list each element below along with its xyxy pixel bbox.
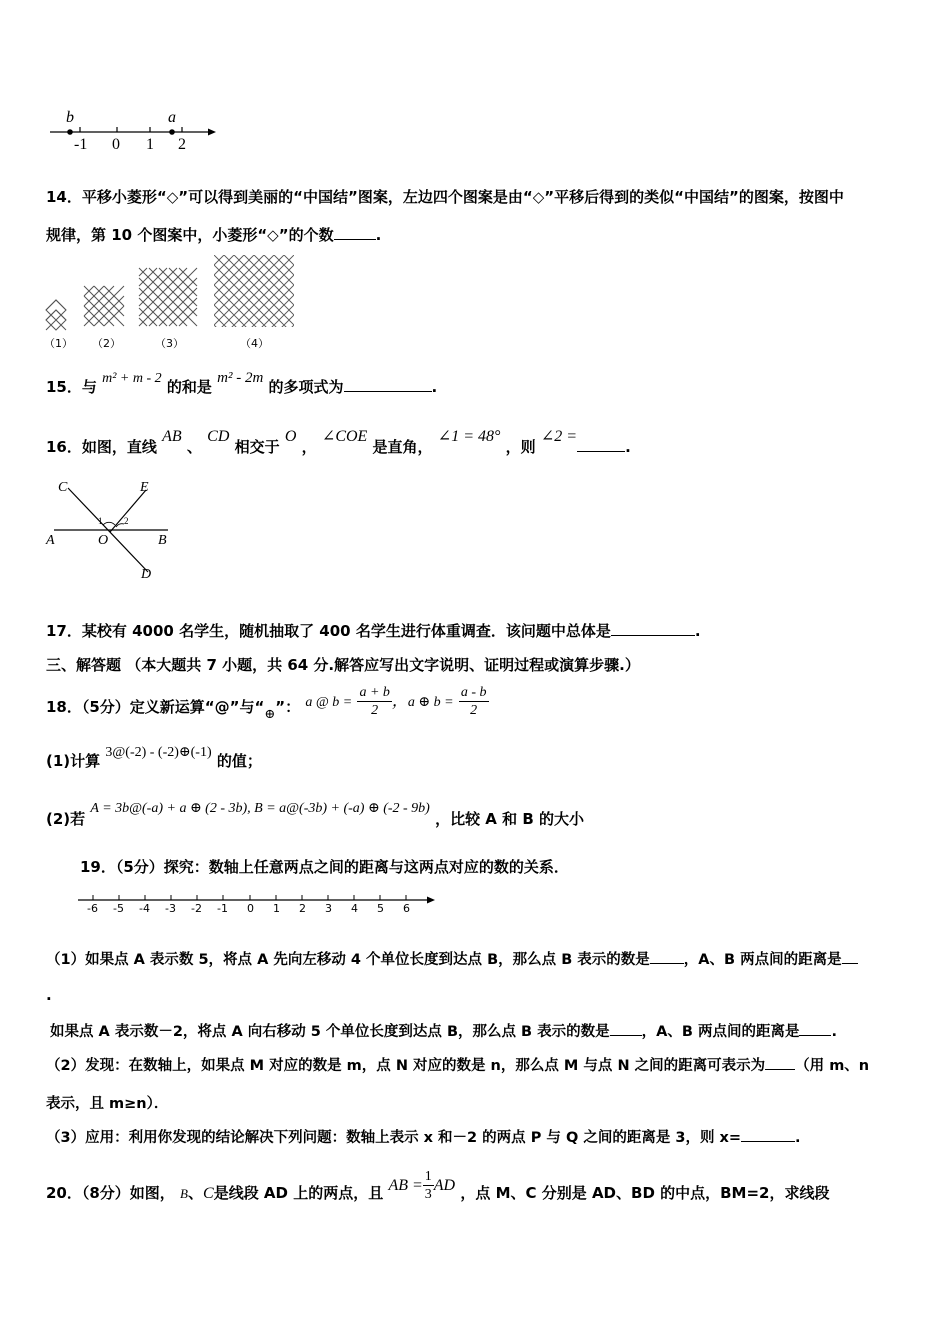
q17-text: 17．某校有 4000 名学生，随机抽取了 400 名学生进行体重调查．该问题中总体是 [46,622,611,640]
q19-p1a-end: . [46,986,52,1004]
tick-label: 3 [325,902,332,915]
answer-blank [334,225,376,240]
tick-label: 5 [377,902,384,915]
caption-4: （4） [240,337,269,350]
q19-p3-end: . [795,1130,801,1146]
answer-blank [611,621,695,636]
q15-line [46,370,438,397]
q20-frac-right: AD [433,1177,456,1194]
q19-p1b-text: 如果点 A 表示数－2，将点 A 向右移动 5 个单位长度到达点 B，那么点 B 表示的数是 [50,1024,610,1040]
tick-label: -1 [74,136,88,153]
frac-num: 1 [424,1169,432,1184]
q18-colon: ”： [275,698,301,716]
q16-cross: 相交于 [234,438,280,456]
q20-frac-left: AB = [388,1177,423,1194]
q20-suffix: ，点 M、C 分别是 AD、BD 的中点，BM=2，求线段 [460,1184,830,1202]
q18-p2-suffix: ，比较 A 和 B 的大小 [435,810,585,828]
q19-p3-text: （3）应用：利用你发现的结论解决下列问题：数轴上表示 x 和－2 的两点 P 与 Q 之间的距离是 3，则 x= [46,1130,742,1146]
q20-fraction [423,1168,434,1203]
answer-blank [765,1055,795,1070]
answer-blank [577,437,625,452]
point-label-a: a [168,109,176,126]
frac-den: 3 [424,1187,432,1202]
pattern-4 [214,255,294,327]
q19-tick-labels [78,902,438,918]
section3-header: 三、解答题 （本大题共 7 小题，共 64 分.解答应写出文字说明、证明过程或演算步骤.） [46,656,640,674]
q18-line [46,684,489,719]
tick-label: 6 [403,902,410,915]
tick-label: 4 [351,902,358,915]
q15-prefix: 15．与 [46,378,97,396]
tick-label: 0 [247,902,254,915]
tick-label: 1 [146,136,154,153]
q15-suffix: 的多项式为 [268,378,344,396]
q18-part2 [46,796,585,828]
fig-label-c: C [58,480,68,495]
q19-p2a [46,1054,869,1075]
q18-oplus: ⊕ [264,706,276,721]
q14-line2 [46,224,381,245]
frac-den: 2 [470,703,478,718]
q18-def-sep: ， [391,693,408,710]
answer-blank [842,949,858,964]
q18-p2-expr: A = 3b@(-a) + a ⊕ (2 - 3b), B = a@(-3b) + (-a) ⊕ (-2 - 9b) [90,801,430,816]
q18-def1-fraction [357,684,391,719]
q17-tail: . [694,622,701,640]
q16-comma: ， [301,438,317,456]
q16-ab: AB [162,428,182,445]
q20-mid: 是线段 AD 上的两点，且 [213,1184,384,1202]
q16-then: ，则 [505,438,536,456]
pattern-2 [84,286,124,326]
tick-label: -5 [113,902,124,915]
fig-label-b: B [158,533,167,548]
tick-label: -6 [87,902,98,915]
fig-label-2: 2 [124,516,129,526]
q18-p1-suffix: 的值； [216,752,262,770]
tick-label: -1 [217,902,228,915]
tick-label: 2 [299,902,306,915]
q19-p1a-text: （1）如果点 A 表示数 5，将点 A 先向左移动 4 个单位长度到达点 B，那么点 B 表示的数是 [46,952,650,968]
frac-num: a - b [460,685,487,700]
answer-blank [741,1127,795,1142]
q18-def2-left: a ⊕ b = [407,695,454,710]
q19-p2b: 表示，且 m≥n）． [46,1096,169,1112]
fig-label-1: 1 [98,516,103,526]
point-label-b: b [66,109,74,126]
q16-angle1: ∠1 = 48° [437,428,501,445]
frac-num: a + b [359,685,390,700]
fig-label-d: D [141,567,152,582]
q19-p2a-end: （用 m、n [795,1058,870,1074]
answer-blank [650,949,684,964]
q19-p1a [46,948,858,969]
tick-label: -3 [165,902,176,915]
q20-prefix: 20．（8分）如图， [46,1184,175,1202]
q18-p1-expr: 3@(-2) - (-2)⊕(-1) [105,745,212,760]
answer-blank [799,1021,831,1036]
q18-prefix: 18．（5分）定义新运算“@”与“ [46,698,265,716]
caption-2: （2） [92,337,121,350]
tick-label: 1 [273,902,280,915]
q17-line [46,620,701,641]
tick-label: 0 [112,136,120,153]
answer-blank [344,377,432,392]
tick-label: -4 [139,902,150,915]
q16-tail: . [625,438,631,456]
q19-p1b-mid: ，A、B 两点间的距离是 [641,1024,800,1040]
q15-tail: . [431,378,438,396]
q18-part1 [46,740,262,770]
fig-label-e: E [140,480,149,495]
pattern-1 [46,300,66,330]
q18-def2-fraction [459,684,489,719]
q18-def1-left: a @ b = [305,695,353,710]
fig-label-o: O [98,533,109,548]
q16-o: O [284,428,297,445]
q16-prefix: 16．如图，直线 [46,438,157,456]
q19-p3 [46,1126,801,1147]
q14-line1: 14．平移小菱形“◇”可以得到美丽的“中国结”图案，左边四个图案是由“◇”平移后得到的类似“中国结”的图案，按图中 [46,188,844,206]
q20-sep: 、 [188,1184,204,1202]
pattern-3 [139,268,197,326]
fig-label-a: A [46,533,55,548]
q16-line [46,428,631,457]
q16-coe: ∠COE [321,428,368,445]
caption-3: （3） [155,337,184,350]
q19-p1a-mid: ，A、B 两点间的距离是 [683,952,842,968]
caption-1: （1） [44,337,73,350]
q20-b: B [180,1186,188,1201]
q19-p2a-text: （2）发现：在数轴上，如果点 M 对应的数是 m，点 N 对应的数是 n，那么点 M 与点 N 之间的距离可表示为 [46,1058,766,1074]
q18-p2-prefix: (2)若 [46,810,86,828]
q20-c: C [203,1185,214,1202]
q16-cd: CD [207,428,230,445]
q15-mid: 的和是 [166,378,212,396]
tick-label: -2 [191,902,202,915]
q15-expr2: m² - 2m [217,370,264,386]
q14-line2-text: 规律，第 10 个图案中，小菱形“◇”的个数 [46,226,334,244]
q16-sep: 、 [186,438,202,456]
q16-right: 是直角， [372,438,433,456]
q19-title: 19．（5分）探究：数轴上任意两点之间的距离与这两点对应的数的关系． [80,858,569,876]
q19-p1b [50,1020,837,1041]
frac-den: 2 [371,703,379,718]
q16-angle2: ∠2 = [540,428,578,445]
diamond-patterns-figure [44,250,304,340]
q19-p1b-end: . [831,1024,837,1040]
q15-expr1: m² + m - 2 [102,371,162,386]
q18-p1-prefix: (1)计算 [46,752,101,770]
answer-blank [610,1021,642,1036]
q14-tail: . [375,226,382,244]
tick-label: 2 [178,136,186,153]
q20-line [46,1168,829,1203]
